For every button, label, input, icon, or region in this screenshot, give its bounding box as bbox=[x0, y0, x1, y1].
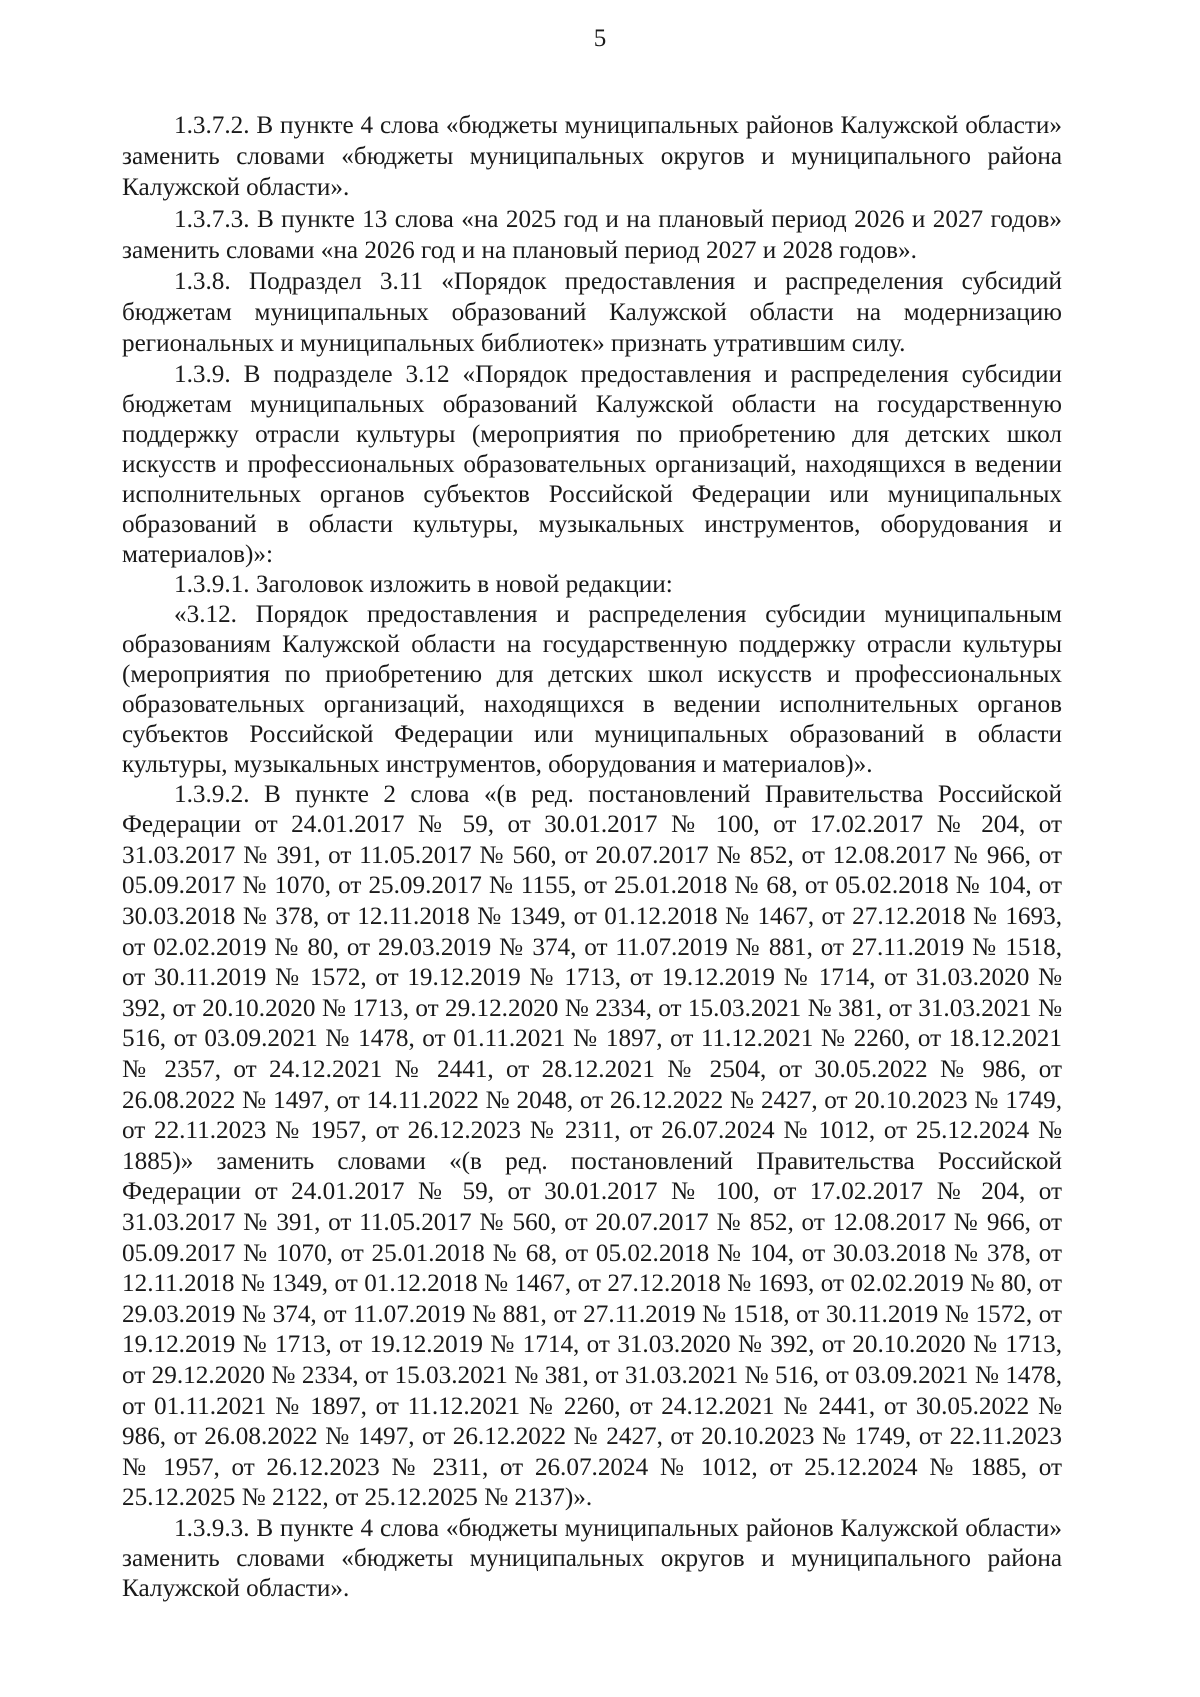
paragraph-1-3-9-1: 1.3.9.1. Заголовок изложить в новой редакции: bbox=[174, 570, 673, 598]
paragraph-1-3-9-2: 1.3.9.2. В пункте 2 слова «(в ред. постановлений Правительства Российской Федерации от 24.01.2017 № 59, от 30.01.2017 № 100, от 17.02.2017 № 204, от 31.03.2017 № 391, от 11.05.2017 № 560, от 20.07.2017 № 852, от 12.08.2017 № 966, от 05.09.2017 № 1070, от 25.09.2017 № 1155, от 25.01.2018 № 68, от 05.02.2018 № 104, от 30.03.2018 № 378, от 12.11.2018 № 1349, от 01.12.2018 № 1467, от 27.12.2018 № 1693, от 02.02.2019 № 80, от 29.03.2019 № 374, от 11.07.2019 № 881, от 27.11.2019 № 1518, от 30.11.2019 № 1572, от 19.12.2019 № 1713, от 19.12.2019 № 1714, от 31.03.2020 № 392, от 20.10.2020 № 1713, от 29.12.2020 № 2334, от 15.03.2021 № 381, от 31.03.2021 № 516, от 03.09.2021 № 1478, от 01.11.2021 № 1897, от 11.12.2021 № 2260, от 18.12.2021 № 2357, от 24.12.2021 № 2441, от 28.12.2021 № 2504, от 30.05.2022 № 986, от 26.08.2022 № 1497, от 14.11.2022 № 2048, от 26.12.2022 № 2427, от 20.10.2023 № 1749, от 22.11.2023 № 1957, от 26.12.2023 № 2311, от 26.07.2024 № 1012, от 25.12.2024 № 1885)» заменить словами «(в ред. постановлений Правительства Российской Федерации от 24.01.2017 № 59, от 30.01.2017 № 100, от 17.02.2017 № 204, от 31.03.2017 № 391, от 11.05.2017 № 560, от 20.07.2017 № 852, от 12.08.2017 № 966, от 05.09.2017 № 1070, от 25.01.2018 № 68, от 05.02.2018 № 104, от 30.03.2018 № 378, от 12.11.2018 № 1349, от 01.12.2018 № 1467, от 27.12.2018 № 1693, от 02.02.2019 № 80, от 29.03.2019 № 374, от 11.07.2019 № 881, от 27.11.2019 № 1518, от 30.11.2019 № 1572, от 19.12.2019 № 1713, от 19.12.2019 № 1714, от 31.03.2020 № 392, от 20.10.2020 № 1713, от 29.12.2020 № 2334, от 15.03.2021 № 381, от 31.03.2021 № 516, от 03.09.2021 № 1478, от 01.11.2021 № 1897, от 11.12.2021 № 2260, от 24.12.2021 № 2441, от 30.05.2022 № 986, от 26.08.2022 № 1497, от 26.12.2022 № 2427, от 20.10.2023 № 1749, от 22.11.2023 № 1957, от 26.12.2023 № 2311, от 26.07.2024 № 1012, от 25.12.2024 № 1885, от 25.12.2025 № 2122, от 25.12.2025 № 2137)». bbox=[122, 780, 1062, 1512]
paragraph-1-3-9: 1.3.9. В подразделе 3.12 «Порядок предоставления и распределения субсидии бюджетам муниципальных образований Калужской области на государственную поддержку отрасли культуры (мероприятия по приобретению для детских школ искусств и профессиональных образовательных организаций, находящихся в ведении исполнительных органов субъектов Российской Федерации или муниципальных образований в области культуры, музыкальных инструментов, оборудования и материалов)»: bbox=[122, 360, 1062, 568]
paragraph-3-12-title: «3.12. Порядок предоставления и распределения субсидии муниципальным образованиям Калужской области на государственную поддержку отрасли культуры (мероприятия по приобретению для детских школ искусств и профессиональных образовательных организаций, находящихся в ведении исполнительных органов субъектов Российской Федерации или муниципальных образований в области культуры, музыкальных инструментов, оборудования и материалов)». bbox=[122, 600, 1062, 778]
paragraph-1-3-9-3: 1.3.9.3. В пункте 4 слова «бюджеты муниципальных районов Калужской области» заменить словами «бюджеты муниципальных округов и муниципального района Калужской области». bbox=[122, 1514, 1062, 1602]
paragraph-1-3-8: 1.3.8. Подраздел 3.11 «Порядок предоставления и распределения субсидий бюджетам муниципальных образований Калужской области на модернизацию региональных и муниципальных библиотек» признать утратившим силу. bbox=[122, 268, 1062, 358]
page-number: 5 bbox=[593, 25, 607, 52]
document-body bbox=[122, 110, 1062, 1604]
paragraph-1-3-7-2: 1.3.7.2. В пункте 4 слова «бюджеты муниципальных районов Калужской области» заменить словами «бюджеты муниципальных округов и муниципального района Калужской области». bbox=[122, 112, 1062, 202]
paragraph-1-3-7-3: 1.3.7.3. В пункте 13 слова «на 2025 год и на плановый период 2026 и 2027 годов» заменить словами «на 2026 год и на плановый период 2027 и 2028 годов». bbox=[122, 205, 1062, 264]
